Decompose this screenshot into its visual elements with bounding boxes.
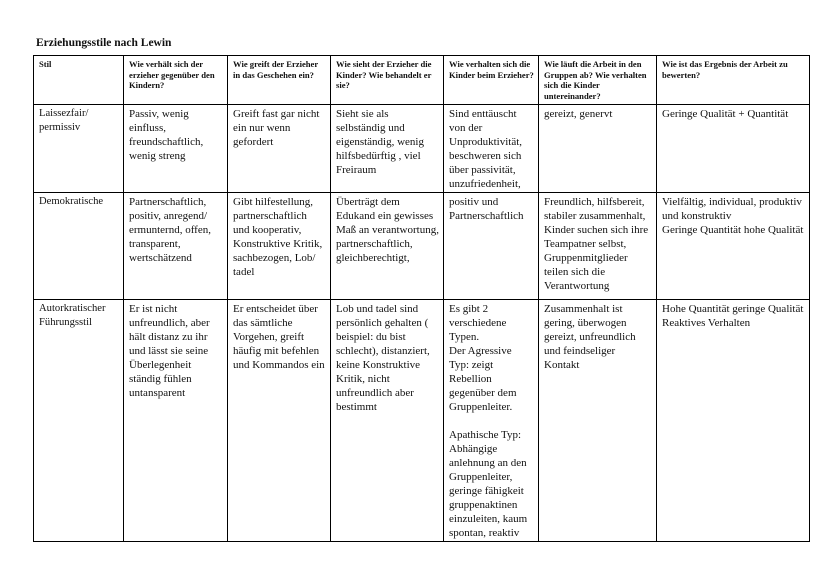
children-cell: Es gibt 2 verschiedene Typen. Der Agressive Typ: zeigt Rebellion gegenüber dem Gruppenleiter. Apathische Typ: Abhängige anlehnung an den Gruppenleiter, geringe fähigkeit gruppenaktinen einzuleiten, kaum spontan, reaktiv [444, 300, 539, 542]
children-cell: positiv und Partnerschaftlich [444, 193, 539, 300]
intervention-cell: Greift fast gar nicht ein nur wenn gefordert [228, 105, 331, 193]
document-title: Erziehungsstile nach Lewin [36, 37, 172, 49]
result-cell: Geringe Qualität + Quantität [657, 105, 810, 193]
behavior-cell: Er ist nicht unfreundlich, aber hält distanz zu ihr und lässt sie seine Überlegenheit ständig fühlen untansparent [124, 300, 228, 542]
group-cell: Freundlich, hilfsbereit, stabiler zusammenhalt, Kinder suchen sich ihre Teampatner selbst, Gruppenmitglieder teilen sich die Verantwortung [539, 193, 657, 300]
intervention-cell: Er entscheidet über das sämtliche Vorgehen, greift häufig mit befehlen und Kommandos ein [228, 300, 331, 542]
header-intervention: Wie greift der Erzieher in das Geschehen ein? [228, 56, 331, 105]
style-cell: Demokratische [34, 193, 124, 300]
intervention-cell: Gibt hilfestellung, partnerschaftlich und kooperativ, Konstruktive Kritik, sachbezogen, Lob/ tadel [228, 193, 331, 300]
header-children: Wie verhalten sich die Kinder beim Erzieher? [444, 56, 539, 105]
view-cell: Lob und tadel sind persönlich gehalten ( beispiel: du bist schlecht), distanziert, keine Konstruktive Kritik, nicht unfreundlich aber bestimmt [331, 300, 444, 542]
header-view: Wie sieht der Erzieher die Kinder? Wie behandelt er sie? [331, 56, 444, 105]
header-behavior: Wie verhält sich der erzieher gegenüber den Kindern? [124, 56, 228, 105]
view-cell: Überträgt dem Edukand ein gewisses Maß an verantwortung, partnerschaftlich, gleichberechtigt, [331, 193, 444, 300]
table-header-row [34, 56, 810, 105]
result-cell: Vielfältig, individual, produktiv und konstruktiv Geringe Quantität hohe Qualität [657, 193, 810, 300]
style-cell: Laissezfair/ permissiv [34, 105, 124, 193]
table-row [34, 193, 810, 300]
style-cell: Autorkratischer Führungsstil [34, 300, 124, 542]
header-style: Stil [34, 56, 124, 105]
table-row [34, 105, 810, 193]
result-cell: Hohe Quantität geringe Qualität Reaktives Verhalten [657, 300, 810, 542]
behavior-cell: Passiv, wenig einfluss, freundschaftlich, wenig streng [124, 105, 228, 193]
group-cell: gereizt, genervt [539, 105, 657, 193]
table-row [34, 300, 810, 542]
behavior-cell: Partnerschaftlich, positiv, anregend/ ermunternd, offen, transparent, wertschätzend [124, 193, 228, 300]
children-cell: Sind enttäuscht von der Unproduktivität, beschweren sich über passivität, unzufriedenheit, [444, 105, 539, 193]
view-cell: Sieht sie als selbständig und eigenständig, wenig hilfsbedürftig , viel Freiraum [331, 105, 444, 193]
parenting-styles-table [33, 55, 810, 542]
header-group: Wie läuft die Arbeit in den Gruppen ab? Wie verhalten sich die Kinder untereinander? [539, 56, 657, 105]
group-cell: Zusammenhalt ist gering, überwogen gereizt, unfreundlich und feindseliger Kontakt [539, 300, 657, 542]
header-result: Wie ist das Ergebnis der Arbeit zu bewerten? [657, 56, 810, 105]
